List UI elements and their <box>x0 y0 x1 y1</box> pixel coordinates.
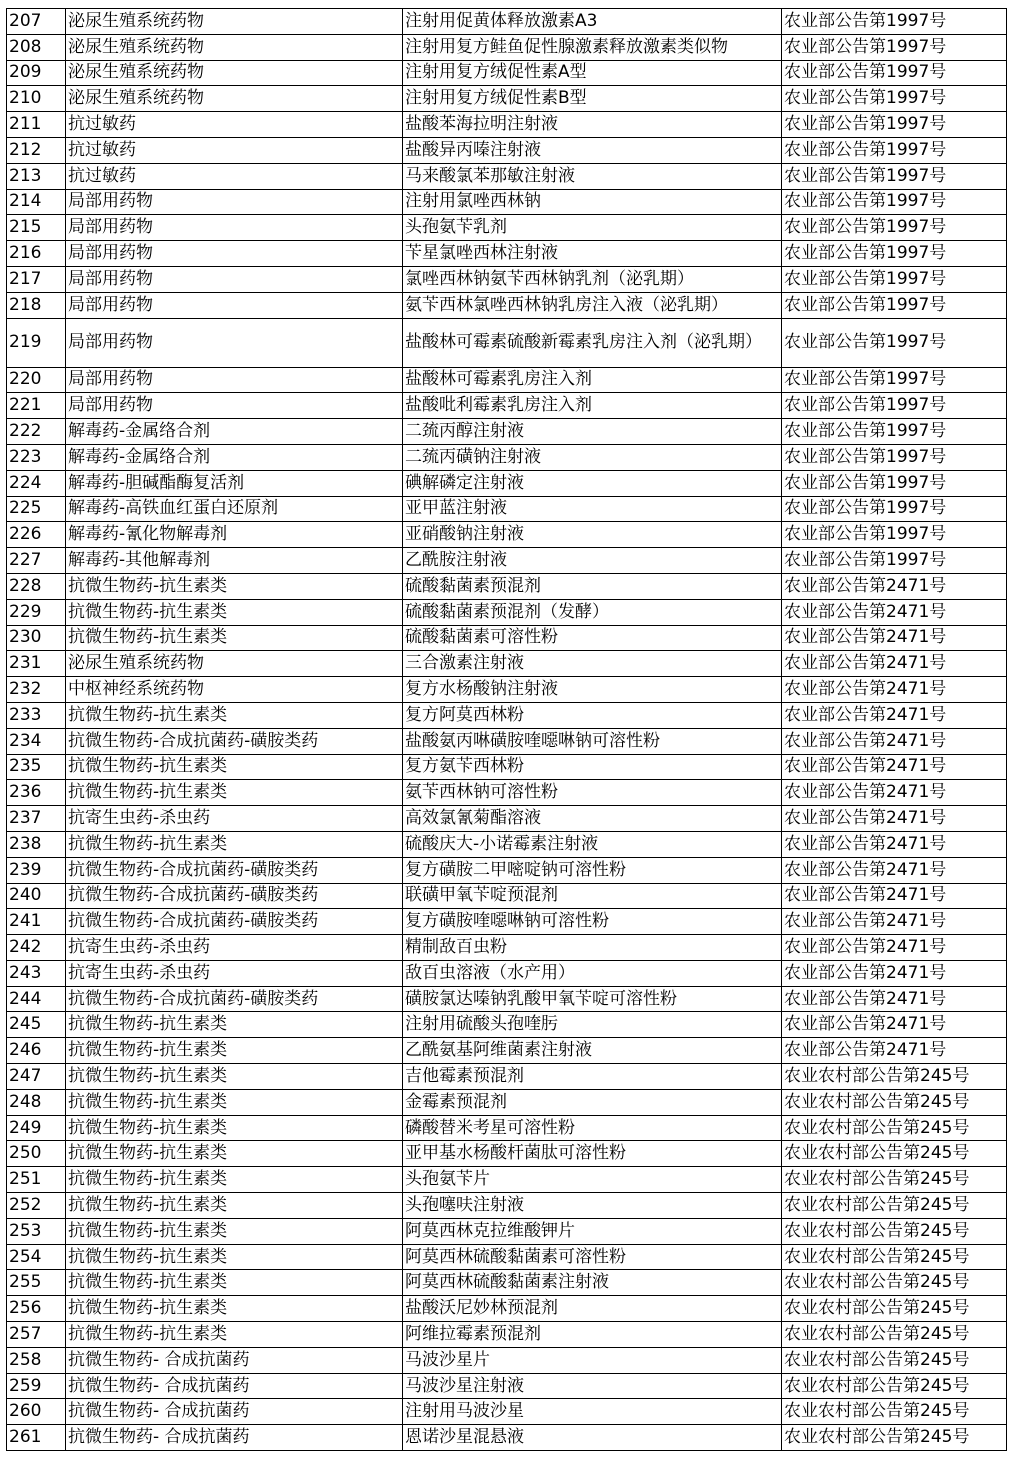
notice-number-cell: 农业农村部公告第245号 <box>782 1373 1007 1399</box>
row-number-cell: 230 <box>7 625 66 651</box>
row-number-cell: 235 <box>7 754 66 780</box>
drug-category-cell: 抗微生物药-抗生素类 <box>66 1270 403 1296</box>
notice-number-cell: 农业部公告第2471号 <box>782 728 1007 754</box>
row-number-cell: 255 <box>7 1270 66 1296</box>
drug-name-cell: 硫酸黏菌素可溶性粉 <box>403 625 782 651</box>
table-row <box>7 986 1007 1012</box>
table-row <box>7 34 1007 60</box>
drug-name-cell: 乙酰胺注射液 <box>403 548 782 574</box>
drug-category-cell: 局部用药物 <box>66 189 403 215</box>
row-number-cell: 211 <box>7 112 66 138</box>
table-row <box>7 215 1007 241</box>
drug-category-cell: 抗微生物药-合成抗菌药-磺胺类药 <box>66 986 403 1012</box>
notice-number-cell: 农业农村部公告第245号 <box>782 1089 1007 1115</box>
drug-name-cell: 复方磺胺二甲嘧啶钠可溶性粉 <box>403 857 782 883</box>
drug-name-cell: 盐酸沃尼妙林预混剂 <box>403 1296 782 1322</box>
row-number-cell: 241 <box>7 909 66 935</box>
drug-category-cell: 抗微生物药- 合成抗菌药 <box>66 1373 403 1399</box>
drug-category-cell: 抗微生物药-抗生素类 <box>66 1244 403 1270</box>
drug-name-cell: 精制敌百虫粉 <box>403 935 782 961</box>
drug-name-cell: 磺胺氯达嗪钠乳酸甲氧苄啶可溶性粉 <box>403 986 782 1012</box>
table-row <box>7 1193 1007 1219</box>
notice-number-cell: 农业部公告第1997号 <box>782 318 1007 367</box>
row-number-cell: 260 <box>7 1399 66 1425</box>
drug-name-cell: 阿维拉霉素预混剂 <box>403 1322 782 1348</box>
table-row <box>7 728 1007 754</box>
notice-number-cell: 农业部公告第2471号 <box>782 677 1007 703</box>
row-number-cell: 258 <box>7 1347 66 1373</box>
row-number-cell: 261 <box>7 1425 66 1451</box>
drug-category-cell: 抗微生物药-抗生素类 <box>66 780 403 806</box>
drug-category-cell: 局部用药物 <box>66 241 403 267</box>
table-row <box>7 444 1007 470</box>
notice-number-cell: 农业农村部公告第245号 <box>782 1347 1007 1373</box>
drug-category-cell: 局部用药物 <box>66 215 403 241</box>
table-row <box>7 935 1007 961</box>
drug-category-cell: 解毒药-高铁血红蛋白还原剂 <box>66 496 403 522</box>
table-row <box>7 419 1007 445</box>
row-number-cell: 251 <box>7 1167 66 1193</box>
drug-name-cell: 苄星氯唑西林注射液 <box>403 241 782 267</box>
drug-category-cell: 抗微生物药-抗生素类 <box>66 1089 403 1115</box>
drug-name-cell: 亚硝酸钠注射液 <box>403 522 782 548</box>
notice-number-cell: 农业部公告第2471号 <box>782 651 1007 677</box>
notice-number-cell: 农业部公告第2471号 <box>782 806 1007 832</box>
table-row <box>7 163 1007 189</box>
notice-number-cell: 农业部公告第2471号 <box>782 573 1007 599</box>
drug-name-cell: 盐酸氨丙啉磺胺喹噁啉钠可溶性粉 <box>403 728 782 754</box>
drug-category-cell: 抗微生物药-抗生素类 <box>66 1322 403 1348</box>
drug-category-cell: 抗微生物药-抗生素类 <box>66 625 403 651</box>
drug-name-cell: 阿莫西林硫酸黏菌素可溶性粉 <box>403 1244 782 1270</box>
table-row <box>7 651 1007 677</box>
notice-number-cell: 农业农村部公告第245号 <box>782 1167 1007 1193</box>
notice-number-cell: 农业部公告第1997号 <box>782 470 1007 496</box>
row-number-cell: 254 <box>7 1244 66 1270</box>
table-row <box>7 883 1007 909</box>
drug-name-cell: 氨苄西林氯唑西林钠乳房注入液（泌乳期） <box>403 292 782 318</box>
notice-number-cell: 农业部公告第2471号 <box>782 831 1007 857</box>
notice-number-cell: 农业农村部公告第245号 <box>782 1193 1007 1219</box>
notice-number-cell: 农业部公告第1997号 <box>782 496 1007 522</box>
row-number-cell: 246 <box>7 1038 66 1064</box>
drug-category-cell: 局部用药物 <box>66 266 403 292</box>
notice-number-cell: 农业农村部公告第245号 <box>782 1270 1007 1296</box>
table-row <box>7 266 1007 292</box>
drug-category-cell: 抗微生物药-抗生素类 <box>66 1038 403 1064</box>
drug-name-cell: 硫酸庆大-小诺霉素注射液 <box>403 831 782 857</box>
table-row <box>7 599 1007 625</box>
drug-category-cell: 解毒药-金属络合剂 <box>66 444 403 470</box>
row-number-cell: 212 <box>7 137 66 163</box>
table-row <box>7 367 1007 393</box>
drug-name-cell: 磷酸替米考星可溶性粉 <box>403 1115 782 1141</box>
notice-number-cell: 农业农村部公告第245号 <box>782 1322 1007 1348</box>
table-row <box>7 137 1007 163</box>
row-number-cell: 232 <box>7 677 66 703</box>
row-number-cell: 213 <box>7 163 66 189</box>
table-row <box>7 470 1007 496</box>
notice-number-cell: 农业农村部公告第245号 <box>782 1296 1007 1322</box>
drug-name-cell: 注射用硫酸头孢喹肟 <box>403 1012 782 1038</box>
row-number-cell: 228 <box>7 573 66 599</box>
table-row <box>7 1270 1007 1296</box>
drug-category-cell: 抗微生物药-抗生素类 <box>66 1141 403 1167</box>
drug-name-cell: 头孢噻呋注射液 <box>403 1193 782 1219</box>
table-row <box>7 189 1007 215</box>
row-number-cell: 229 <box>7 599 66 625</box>
notice-number-cell: 农业部公告第1997号 <box>782 522 1007 548</box>
row-number-cell: 253 <box>7 1218 66 1244</box>
row-number-cell: 215 <box>7 215 66 241</box>
drug-name-cell: 亚甲蓝注射液 <box>403 496 782 522</box>
drug-category-cell: 抗微生物药-合成抗菌药-磺胺类药 <box>66 883 403 909</box>
drug-name-cell: 金霉素预混剂 <box>403 1089 782 1115</box>
table-row <box>7 702 1007 728</box>
row-number-cell: 221 <box>7 393 66 419</box>
table-row <box>7 831 1007 857</box>
table-row <box>7 86 1007 112</box>
row-number-cell: 248 <box>7 1089 66 1115</box>
drug-category-cell: 泌尿生殖系统药物 <box>66 60 403 86</box>
drug-category-cell: 抗微生物药-合成抗菌药-磺胺类药 <box>66 728 403 754</box>
notice-number-cell: 农业部公告第2471号 <box>782 754 1007 780</box>
table-row <box>7 393 1007 419</box>
row-number-cell: 256 <box>7 1296 66 1322</box>
drug-category-cell: 抗微生物药-抗生素类 <box>66 573 403 599</box>
table-row <box>7 1373 1007 1399</box>
drug-category-cell: 抗微生物药-抗生素类 <box>66 1167 403 1193</box>
drug-category-cell: 抗微生物药-抗生素类 <box>66 831 403 857</box>
table-row <box>7 1425 1007 1451</box>
drug-category-cell: 解毒药-金属络合剂 <box>66 419 403 445</box>
drug-name-cell: 盐酸异丙嗪注射液 <box>403 137 782 163</box>
drug-name-cell: 三合激素注射液 <box>403 651 782 677</box>
row-number-cell: 214 <box>7 189 66 215</box>
notice-number-cell: 农业部公告第2471号 <box>782 702 1007 728</box>
notice-number-cell: 农业部公告第1997号 <box>782 189 1007 215</box>
drug-category-cell: 抗微生物药-抗生素类 <box>66 1296 403 1322</box>
drug-category-cell: 局部用药物 <box>66 318 403 367</box>
row-number-cell: 252 <box>7 1193 66 1219</box>
table-row <box>7 496 1007 522</box>
table-row <box>7 1167 1007 1193</box>
notice-number-cell: 农业部公告第1997号 <box>782 367 1007 393</box>
drug-list-table <box>6 8 1007 1451</box>
drug-category-cell: 解毒药-其他解毒剂 <box>66 548 403 574</box>
drug-name-cell: 复方阿莫西林粉 <box>403 702 782 728</box>
notice-number-cell: 农业农村部公告第245号 <box>782 1141 1007 1167</box>
drug-name-cell: 复方磺胺喹噁啉钠可溶性粉 <box>403 909 782 935</box>
table-row <box>7 1115 1007 1141</box>
table-row <box>7 1347 1007 1373</box>
drug-category-cell: 解毒药-氰化物解毒剂 <box>66 522 403 548</box>
notice-number-cell: 农业农村部公告第245号 <box>782 1064 1007 1090</box>
table-row <box>7 9 1007 35</box>
drug-category-cell: 抗微生物药-抗生素类 <box>66 754 403 780</box>
row-number-cell: 227 <box>7 548 66 574</box>
drug-category-cell: 抗寄生虫药-杀虫药 <box>66 806 403 832</box>
drug-name-cell: 马来酸氯苯那敏注射液 <box>403 163 782 189</box>
drug-name-cell: 氨苄西林钠可溶性粉 <box>403 780 782 806</box>
notice-number-cell: 农业部公告第2471号 <box>782 883 1007 909</box>
row-number-cell: 218 <box>7 292 66 318</box>
table-row <box>7 909 1007 935</box>
row-number-cell: 223 <box>7 444 66 470</box>
drug-category-cell: 解毒药-胆碱酯酶复活剂 <box>66 470 403 496</box>
drug-name-cell: 阿莫西林硫酸黏菌素注射液 <box>403 1270 782 1296</box>
table-row <box>7 522 1007 548</box>
drug-name-cell: 盐酸苯海拉明注射液 <box>403 112 782 138</box>
row-number-cell: 239 <box>7 857 66 883</box>
notice-number-cell: 农业部公告第1997号 <box>782 393 1007 419</box>
notice-number-cell: 农业部公告第1997号 <box>782 34 1007 60</box>
notice-number-cell: 农业部公告第2471号 <box>782 1038 1007 1064</box>
drug-category-cell: 抗寄生虫药-杀虫药 <box>66 935 403 961</box>
row-number-cell: 209 <box>7 60 66 86</box>
table-row <box>7 241 1007 267</box>
drug-name-cell: 马波沙星片 <box>403 1347 782 1373</box>
drug-name-cell: 头孢氨苄乳剂 <box>403 215 782 241</box>
notice-number-cell: 农业部公告第2471号 <box>782 625 1007 651</box>
row-number-cell: 250 <box>7 1141 66 1167</box>
drug-name-cell: 硫酸黏菌素预混剂 <box>403 573 782 599</box>
drug-category-cell: 抗微生物药-合成抗菌药-磺胺类药 <box>66 909 403 935</box>
drug-name-cell: 注射用马波沙星 <box>403 1399 782 1425</box>
drug-name-cell: 氯唑西林钠氨苄西林钠乳剂（泌乳期） <box>403 266 782 292</box>
table-row <box>7 625 1007 651</box>
table-row <box>7 573 1007 599</box>
notice-number-cell: 农业部公告第2471号 <box>782 1012 1007 1038</box>
drug-name-cell: 硫酸黏菌素预混剂（发酵） <box>403 599 782 625</box>
notice-number-cell: 农业部公告第1997号 <box>782 266 1007 292</box>
drug-category-cell: 抗过敏药 <box>66 163 403 189</box>
row-number-cell: 210 <box>7 86 66 112</box>
row-number-cell: 219 <box>7 318 66 367</box>
notice-number-cell: 农业部公告第1997号 <box>782 215 1007 241</box>
drug-category-cell: 抗过敏药 <box>66 137 403 163</box>
notice-number-cell: 农业部公告第1997号 <box>782 444 1007 470</box>
notice-number-cell: 农业农村部公告第245号 <box>782 1425 1007 1451</box>
drug-name-cell: 马波沙星注射液 <box>403 1373 782 1399</box>
notice-number-cell: 农业部公告第1997号 <box>782 112 1007 138</box>
row-number-cell: 234 <box>7 728 66 754</box>
drug-category-cell: 抗寄生虫药-杀虫药 <box>66 960 403 986</box>
drug-category-cell: 抗微生物药-抗生素类 <box>66 1064 403 1090</box>
drug-name-cell: 乙酰氨基阿维菌素注射液 <box>403 1038 782 1064</box>
drug-name-cell: 复方氨苄西林粉 <box>403 754 782 780</box>
drug-name-cell: 注射用复方绒促性素A型 <box>403 60 782 86</box>
table-row <box>7 1218 1007 1244</box>
notice-number-cell: 农业部公告第2471号 <box>782 857 1007 883</box>
row-number-cell: 226 <box>7 522 66 548</box>
table-row <box>7 292 1007 318</box>
row-number-cell: 247 <box>7 1064 66 1090</box>
notice-number-cell: 农业部公告第1997号 <box>782 86 1007 112</box>
drug-category-cell: 抗微生物药-抗生素类 <box>66 702 403 728</box>
row-number-cell: 224 <box>7 470 66 496</box>
row-number-cell: 243 <box>7 960 66 986</box>
drug-name-cell: 复方水杨酸钠注射液 <box>403 677 782 703</box>
drug-category-cell: 抗过敏药 <box>66 112 403 138</box>
drug-name-cell: 高效氯氰菊酯溶液 <box>403 806 782 832</box>
row-number-cell: 244 <box>7 986 66 1012</box>
table-row <box>7 1089 1007 1115</box>
drug-name-cell: 注射用复方鲑鱼促性腺激素释放激素类似物 <box>403 34 782 60</box>
table-row <box>7 112 1007 138</box>
table-row <box>7 960 1007 986</box>
table-row <box>7 1038 1007 1064</box>
drug-name-cell: 碘解磷定注射液 <box>403 470 782 496</box>
notice-number-cell: 农业农村部公告第245号 <box>782 1115 1007 1141</box>
drug-category-cell: 抗微生物药- 合成抗菌药 <box>66 1399 403 1425</box>
drug-name-cell: 盐酸林可霉素硫酸新霉素乳房注入剂（泌乳期） <box>403 318 782 367</box>
drug-name-cell: 头孢氨苄片 <box>403 1167 782 1193</box>
row-number-cell: 240 <box>7 883 66 909</box>
drug-category-cell: 中枢神经系统药物 <box>66 677 403 703</box>
notice-number-cell: 农业部公告第2471号 <box>782 960 1007 986</box>
row-number-cell: 245 <box>7 1012 66 1038</box>
row-number-cell: 225 <box>7 496 66 522</box>
notice-number-cell: 农业部公告第1997号 <box>782 137 1007 163</box>
table-body <box>7 9 1007 1451</box>
table-row <box>7 754 1007 780</box>
row-number-cell: 237 <box>7 806 66 832</box>
row-number-cell: 217 <box>7 266 66 292</box>
drug-name-cell: 注射用氯唑西林钠 <box>403 189 782 215</box>
table-row <box>7 1296 1007 1322</box>
table-row <box>7 806 1007 832</box>
notice-number-cell: 农业部公告第1997号 <box>782 241 1007 267</box>
notice-number-cell: 农业农村部公告第245号 <box>782 1218 1007 1244</box>
notice-number-cell: 农业农村部公告第245号 <box>782 1399 1007 1425</box>
notice-number-cell: 农业部公告第1997号 <box>782 292 1007 318</box>
row-number-cell: 238 <box>7 831 66 857</box>
notice-number-cell: 农业农村部公告第245号 <box>782 1244 1007 1270</box>
drug-name-cell: 亚甲基水杨酸杆菌肽可溶性粉 <box>403 1141 782 1167</box>
drug-category-cell: 抗微生物药-抗生素类 <box>66 1115 403 1141</box>
row-number-cell: 222 <box>7 419 66 445</box>
table-row <box>7 857 1007 883</box>
drug-category-cell: 抗微生物药-抗生素类 <box>66 599 403 625</box>
drug-name-cell: 联磺甲氧苄啶预混剂 <box>403 883 782 909</box>
table-row <box>7 1244 1007 1270</box>
notice-number-cell: 农业部公告第1997号 <box>782 548 1007 574</box>
notice-number-cell: 农业部公告第1997号 <box>782 9 1007 35</box>
drug-name-cell: 阿莫西林克拉维酸钾片 <box>403 1218 782 1244</box>
table-row <box>7 1322 1007 1348</box>
notice-number-cell: 农业部公告第2471号 <box>782 780 1007 806</box>
row-number-cell: 236 <box>7 780 66 806</box>
drug-name-cell: 恩诺沙星混悬液 <box>403 1425 782 1451</box>
drug-category-cell: 抗微生物药-合成抗菌药-磺胺类药 <box>66 857 403 883</box>
drug-category-cell: 局部用药物 <box>66 292 403 318</box>
notice-number-cell: 农业部公告第1997号 <box>782 163 1007 189</box>
notice-number-cell: 农业部公告第2471号 <box>782 909 1007 935</box>
drug-name-cell: 盐酸吡利霉素乳房注入剂 <box>403 393 782 419</box>
row-number-cell: 242 <box>7 935 66 961</box>
table-row <box>7 1399 1007 1425</box>
row-number-cell: 259 <box>7 1373 66 1399</box>
row-number-cell: 208 <box>7 34 66 60</box>
row-number-cell: 257 <box>7 1322 66 1348</box>
table-row <box>7 60 1007 86</box>
drug-category-cell: 泌尿生殖系统药物 <box>66 86 403 112</box>
drug-category-cell: 泌尿生殖系统药物 <box>66 9 403 35</box>
drug-name-cell: 二巯丙醇注射液 <box>403 419 782 445</box>
table-row <box>7 1064 1007 1090</box>
row-number-cell: 231 <box>7 651 66 677</box>
drug-name-cell: 敌百虫溶液（水产用） <box>403 960 782 986</box>
drug-name-cell: 吉他霉素预混剂 <box>403 1064 782 1090</box>
drug-category-cell: 抗微生物药-抗生素类 <box>66 1218 403 1244</box>
notice-number-cell: 农业部公告第2471号 <box>782 935 1007 961</box>
drug-name-cell: 注射用复方绒促性素B型 <box>403 86 782 112</box>
drug-category-cell: 泌尿生殖系统药物 <box>66 651 403 677</box>
table-row <box>7 318 1007 367</box>
notice-number-cell: 农业部公告第1997号 <box>782 60 1007 86</box>
drug-category-cell: 抗微生物药-抗生素类 <box>66 1193 403 1219</box>
drug-category-cell: 局部用药物 <box>66 367 403 393</box>
row-number-cell: 216 <box>7 241 66 267</box>
drug-category-cell: 泌尿生殖系统药物 <box>66 34 403 60</box>
table-row <box>7 677 1007 703</box>
row-number-cell: 207 <box>7 9 66 35</box>
drug-category-cell: 抗微生物药-抗生素类 <box>66 1012 403 1038</box>
notice-number-cell: 农业部公告第2471号 <box>782 986 1007 1012</box>
table-row <box>7 1141 1007 1167</box>
row-number-cell: 233 <box>7 702 66 728</box>
table-row <box>7 780 1007 806</box>
drug-category-cell: 抗微生物药- 合成抗菌药 <box>66 1425 403 1451</box>
notice-number-cell: 农业部公告第2471号 <box>782 599 1007 625</box>
row-number-cell: 220 <box>7 367 66 393</box>
drug-category-cell: 局部用药物 <box>66 393 403 419</box>
table-row <box>7 548 1007 574</box>
notice-number-cell: 农业部公告第1997号 <box>782 419 1007 445</box>
drug-name-cell: 注射用促黄体释放激素A3 <box>403 9 782 35</box>
drug-category-cell: 抗微生物药- 合成抗菌药 <box>66 1347 403 1373</box>
row-number-cell: 249 <box>7 1115 66 1141</box>
table-row <box>7 1012 1007 1038</box>
drug-name-cell: 二巯丙磺钠注射液 <box>403 444 782 470</box>
drug-name-cell: 盐酸林可霉素乳房注入剂 <box>403 367 782 393</box>
